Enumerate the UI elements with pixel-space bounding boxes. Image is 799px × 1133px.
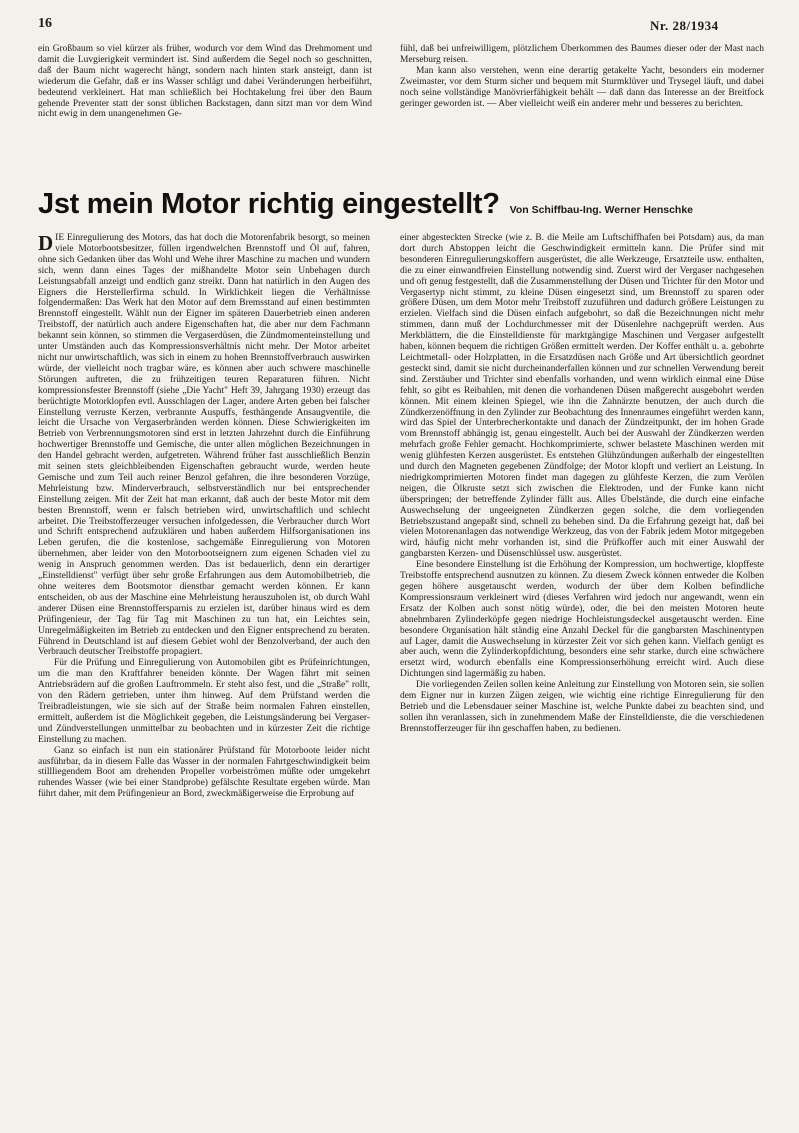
paragraph: Man kann also verstehen, wenn eine derartig getakelte Yacht, besonders ein moderner Zweimaster, vor dem Sturm sicher und bequem mit Sturmklüver und Trysegel läuft, und dabei noch seine vollständige Manövrierfähigkeit behält — daß dann das Interesse an der Breitfock geringer geworden ist. — Aber vielleicht weiß ein anderer mehr und besseres zu berichten. (400, 65, 764, 109)
previous-article-end-right (400, 44, 764, 109)
article-byline: Von Schiffbau-Ing. Werner Henschke (509, 204, 694, 216)
issue-number: Nr. 28/1934 (650, 18, 719, 33)
article-title: Jst mein Motor richtig eingestellt? (38, 188, 500, 220)
previous-article-end-left (38, 44, 372, 120)
article-column-left (38, 233, 370, 800)
paragraph-text: IE Einregulierung des Motors, das hat doch die Motorenfabrik besorgt, so meinen viele Motorbootsbesitzer, füllen irgendwelchen Brennstoff und Öl auf, fahren, ohne sich Gedanken über das Wohl und Wehe ihrer Maschine zu machen und wundern sich, wenn dann eines Tages der mißhandelte Motor sein Unbehagen durch Leistungsabfall anzeigt und endlich ganz streikt. Dann hat natürlich in den Augen des Eigners die Herstellerfirma schuld. In Wirklichkeit liegen die Verhältnisse folgendermaßen: Das Werk hat den Motor auf dem Bremsstand auf einen bestimmten Brennstoff eingestellt. Wählt nun der Eigner im späteren Dauerbetrieb einen anderen Treibstoff, der natürlich auch andere Eigenschaften hat, die aber nur dem Fachmann bekannt sein können, so stimmen die Vergaserdüsen, die Zündmomenteinstellung und unter Umständen auch das Kompressionsverhältnis nicht mehr. Der Motor arbeitet nicht nur unwirtschaftlich, was sich in einem zu hohen Brennstoffverbrauch auswirken würde, der vielleicht noch tragbar wäre, es können aber auch schwere maschinelle Störungen auftreten, die zu frühzeitigen teuren Reparaturen führen. Nicht kompressionsfester Brennstoff (siehe „Die Yacht" Heft 39, Jahrgang 1930) erzeugt das berüchtigte Motorklopfen evtl. Ausschlagen der Lager, andere Arten geben bei falscher Einstellung verruste Kerzen, verbrannte Auspuffs, festhängende Ansaugventile, die leicht die Ursache von Vergaserbränden werden können. Diese Schwierigkeiten im Betrieb von Verbrennungsmotoren sind erst in letzten Jahrzehnt durch die Einführung hochwertiger Brennstoffe und Gemische, die unter allen möglichen Bezeichnungen in den Handel gebracht werden, aufgetreten. Während früher fast ausschließlich Benzin mit seinen stets gleichbleibenden Eigenschaften gebraucht wurde, werden heute Gemische und zum Teil auch reiner Benzol gefahren, die ihre besonderen Vorzüge, Mehrleistung bzw. Minderverbrauch, selbstverständlich nur bei entsprechender Einstellung zeigen. Mit der Zeit hat man erkannt, daß auch der beste Motor mit dem besten Brennstoff, wenn er falsch betrieben wird, unwirtschaftlich und schlecht arbeitet. Die Treibstofferzeuger versuchen infolgedessen, die Verbraucher durch Wort und Schrift entsprechend aufzuklären und haben außerdem Hilfsorganisationen ins Leben gerufen, die die kostenlose, sachgemäße Einregulierung von Motoren übernehmen, aber leider von den Motorbootseignern zum eigenen Schaden viel zu wenig in Anspruch genommen werden. Das ist bedauerlich, denn ein derartiger „Einstelldienst" verfügt über sehr große Erfahrungen aus dem Automobilbetrieb, die ohne weiteres dem Bootsmotor dienstbar gemacht werden können. Er kann entscheiden, ob aus der Maschine eine Mehrleistung herauszuholen ist, ob durch Wahl anderer Düsen eine Brennstoffersparnis zu erzielen ist, darüber hinaus wird es dem Prüfingenieur, der Tag für Tag mit Maschinen zu tun hat, ein Leichtes sein, Unregelmäßigkeiten im Betrieb zu entdecken und den Eigner entsprechend zu beraten. Führend in Deutschland ist auf diesem Gebiet wohl der Benzolverband, der auch den Verbrauch deutscher Treibstoffe propagiert. (38, 233, 370, 658)
paragraph: einer abgesteckten Strecke (wie z. B. die Meile am Luftschiffhafen bei Potsdam) aus, da man dort durch Abstoppen leicht die Geschwindigkeit ermitteln kann. Die Prüfer sind mit besonderen Einregulierungskoffern ausgerüstet, die alle Werkzeuge, Ersatzteile usw. enthalten, die zu einer einwandfreien Einstellung notwendig sind. Zuerst wird der Vergaser nachgesehen und oft genug festgestellt, daß die Zusammenstellung der Düsen und Trichter für den Motor und Vergasertyp nicht stimmt, zu kleine Düsen eingesetzt sind, um Brennstoff zu sparen oder größere Düsen, um dem Motor mehr Treibstoff zuzuführen und dadurch größere Leistungen zu erzielen. Vielfach sind die Düsen einfach aufgebohrt, so daß die Bezeichnungen nicht mehr stimmen, dann muß der Lochdurchmesser mit der Düsenlehre nachgeprüft werden. Aus Merkblättern, die die Einstelldienste für marktgängige Maschinen und Vergaser aufgestellt haben, können bequem die richtigen Größen ermittelt werden. Der Koffer enthält u. a. gebohrte Leichtmetall- oder Holzplatten, in die Ersatzdüsen nach Größe und Art übersichtlich geordnet gesteckt sind, damit sie nicht durcheinanderfallen können und zur schnellen Verwendung bereit sind. Zerstäuber und Trichter sind ebenfalls vorhanden, und wenn wirklich einmal eine Düse fehlt, so gibt es Reibahlen, mit denen die vorhandenen Düsen maßgerecht ausgebohrt werden können. Mit einem kleinen Spiegel, wie ihn die Zahnärzte benutzen, der auch durch die Zündkerzenöffnung in den Zylinder zur Beobachtung des Innenraumes eingeführt werden kann, wird das Spiel der Unterbrecherkontakte und danach der Zündzeitpunkt, der im hohen Grade vom Brennstoff abhängig ist, genau eingestellt. Auch bei der Auswahl der Zündkerzen werden mehrfach große Fehler gemacht. Hochkomprimierte, schwer belastete Maschinen werden mit wenig glühfesten Kerzen ausgerüstet. Es entstehen Glühzündungen außerhalb der eingestellten und durch den Magneten gegebenen Zündfolge; der Motor klopft und verliert an Leistung. In niedrigkomprimierten Motoren findet man dagegen zu glühfeste Kerzen, die zum Verölen neigen, die Ölkruste setzt sich zwischen die Elektroden, und der Funke kann nicht überspringen; der betreffende Zylinder fällt aus. Alles Übelstände, die durch eine einfache Auswechselung der ungeeigneten Zündkerzen gegen solche, die dem vorliegenden Betriebszustand angepaßt sind, schnell zu beheben sind. Da die Erfahrung gezeigt hat, daß bei vielen Motorenanlagen das notwendige Werkzeug, das von der Fabrik jedem Motor mitgegeben wird, häufig nicht mehr vorhanden ist, sind die Prüfkoffer auch mit einer Auswahl der gangbarsten Kerzen- und Düsenschlüssel usw. ausgerüstet. (400, 233, 764, 560)
page-number: 16 (38, 16, 52, 31)
paragraph: Eine besondere Einstellung ist die Erhöhung der Kompression, um hochwertige, klopffeste Treibstoffe entsprechend ausnutzen zu können. Zu diesem Zweck können entweder die Kolben gegen höhere ausgetauscht werden, wodurch der über dem Kolben befindliche Kompressionsraum verkleinert wird (dieses Verfahren wird jedoch nur angewandt, wenn ein Ersatz der Kolben auch sonst nötig würde), oder, die bei den meisten Motoren heute abnehmbaren Zylinderköpfe gegen niedrige Hochleistungsdeckel ausgetauscht werden. Eine besondere Organisation hält ständig eine Anzahl Deckel für die gangbarsten Maschinentypen auf Lager, damit die Auswechselung in kürzester Zeit vor sich gehen kann. Vielfach genügt es aber auch, wenn die Zylinderkopfdichtung, besonders eine sehr starke, durch eine schwächere ersetzt wird, wodurch ebenfalls eine Kompressionserhöhung erreicht wird. Auch diese Dichtungen sind lagermäßig zu haben. (400, 560, 764, 680)
paragraph: Für die Prüfung und Einregulierung von Automobilen gibt es Prüfeinrichtungen, um die man den Kraftfahrer beneiden könnte. Der Wagen fährt mit seinen Antriebsrädern auf die großen Lauftrommeln. Er steht also fest, und die „Straße" rollt, von den Rädern getrieben, unter ihm hinweg. Auf dem Prüfstand werden die Treibradleistungen, wie sie sich auf der Straße beim normalen Fahren einstellen, ermittelt, außerdem ist die Möglichkeit gegeben, die Leistungsänderung bei Vergaser- und Zündverstellungen unmittelbar zu beobachten und in kürzester Zeit die richtige Einstellung zu machen. (38, 658, 370, 745)
paragraph (38, 233, 370, 658)
paragraph: Die vorliegenden Zeilen sollen keine Anleitung zur Einstellung von Motoren sein, sie sollen dem Eigner nur in kurzen Zügen zeigen, wie wichtig eine richtige Einregulierung für den Betrieb und die Lebensdauer seiner Maschine ist, welche Punkte dabei zu beachten sind, und sollen ihn veranlassen, sich in zunehmendem Maße der Einstelldienste, die die verschiedenen Brennstofferzeuger für ihn geschaffen haben, zu bedienen. (400, 680, 764, 734)
paragraph: fühl, daß bei unfreiwilligem, plötzlichem Überkommen des Baumes dieser oder der Mast nach Merseburg reisen. (400, 44, 764, 65)
paragraph: ein Großbaum so viel kürzer als früher, wodurch vor dem Wind das Drehmoment und damit die Luvgierigkeit vermindert ist. Sind außerdem die Segel noch so geschnitten, daß der Baum nicht wagerecht hängt, sondern nach hinten stark ansteigt, dann ist wiederum die Gefahr, daß er ins Wasser schlägt und dabei Veränderungen herbeiführt, bedeutend verkleinert. Hat man schließlich bei Hochtakelung frei über den Baum gehende Preventer statt der sonst üblichen Backstagen, dann sitzt man vor dem Wind nicht ewig in dem unangenehmen Ge- (38, 44, 372, 120)
article-column-right (400, 233, 764, 735)
drop-cap: D (38, 231, 54, 255)
paragraph: Ganz so einfach ist nun ein stationärer Prüfstand für Motorboote leider nicht ausführbar, da in diesem Falle das Wasser in der normalen Fahrtgeschwindigkeit beim stillliegendem Boot am drehenden Propeller vorbeiströmen müßte oder umgekehrt ruhendes Wasser (wie bei einer Standprobe) gefälschte Resultate ergeben würde. Man führt daher, mit dem Prüfingenieur an Bord, zweckmäßigerweise die Erprobung auf (38, 745, 370, 800)
article-headline (38, 188, 778, 224)
